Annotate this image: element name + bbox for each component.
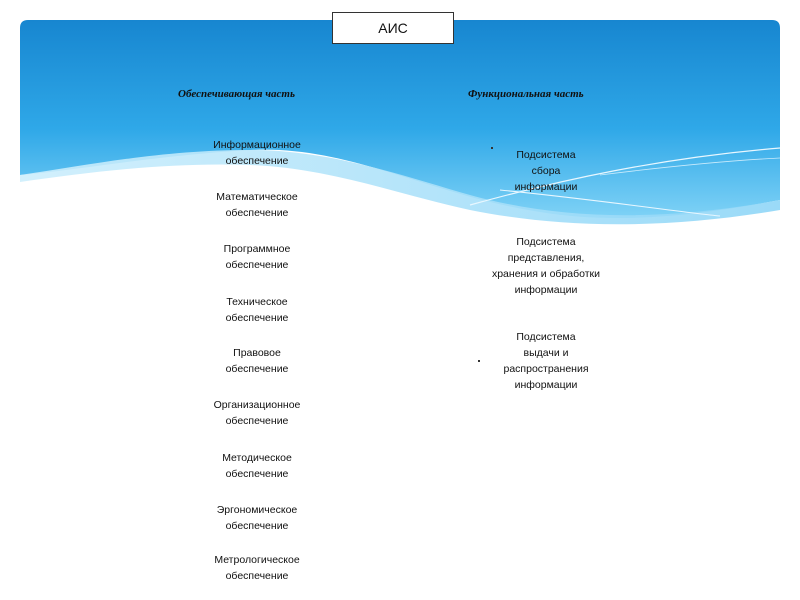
left-item-line1: Метрологическое — [214, 554, 300, 566]
left-item-line2: обеспечение — [225, 520, 289, 532]
right-item-line: информации — [514, 379, 578, 391]
right-item-line: выдачи и — [523, 347, 569, 359]
left-item-line1: Эргономическое — [216, 504, 298, 516]
left-heading: Обеспечивающая часть — [178, 88, 295, 100]
left-item-line2: обеспечение — [225, 259, 289, 271]
right-item-line: хранения и обработки — [491, 268, 601, 280]
left-item-line2: обеспечение — [225, 155, 289, 167]
left-item-line2: обеспечение — [225, 570, 289, 582]
left-item-line1: Информационное — [213, 139, 301, 151]
left-item — [172, 294, 342, 326]
left-item-line2: обеспечение — [225, 207, 289, 219]
left-item-line2: обеспечение — [225, 468, 289, 480]
right-heading: Функциональная часть — [468, 88, 584, 100]
left-item — [172, 397, 342, 429]
title-box — [332, 12, 454, 44]
left-item-line1: Техническое — [226, 296, 288, 308]
left-item-line2: обеспечение — [225, 363, 289, 375]
right-item — [471, 234, 621, 298]
right-item — [471, 147, 621, 195]
left-item-line1: Методическое — [222, 452, 292, 464]
bullet-dot — [491, 147, 493, 149]
right-item-line: представления, — [507, 252, 585, 264]
left-item — [172, 345, 342, 377]
left-item — [172, 241, 342, 273]
left-item — [172, 189, 342, 221]
left-item-line1: Правовое — [233, 347, 281, 359]
right-item-line: информации — [514, 181, 578, 193]
right-item-line: Подсистема — [516, 236, 576, 248]
right-item — [471, 329, 621, 393]
title-text: АИС — [378, 20, 408, 36]
right-item-line: Подсистема — [516, 331, 576, 343]
left-item — [172, 137, 342, 169]
left-item — [172, 450, 342, 482]
right-item-line: Подсистема — [516, 149, 576, 161]
left-item-line1: Программное — [223, 243, 291, 255]
right-item-line: информации — [514, 284, 578, 296]
left-item-line2: обеспечение — [225, 415, 289, 427]
left-item — [172, 502, 342, 534]
left-item-line2: обеспечение — [225, 312, 289, 324]
right-item-line: сбора — [531, 165, 561, 177]
left-item-line1: Математическое — [216, 191, 298, 203]
right-item-line: распространения — [503, 363, 589, 375]
bullet-dot — [478, 360, 480, 362]
left-item — [172, 552, 342, 584]
left-item-line1: Организационное — [213, 399, 301, 411]
